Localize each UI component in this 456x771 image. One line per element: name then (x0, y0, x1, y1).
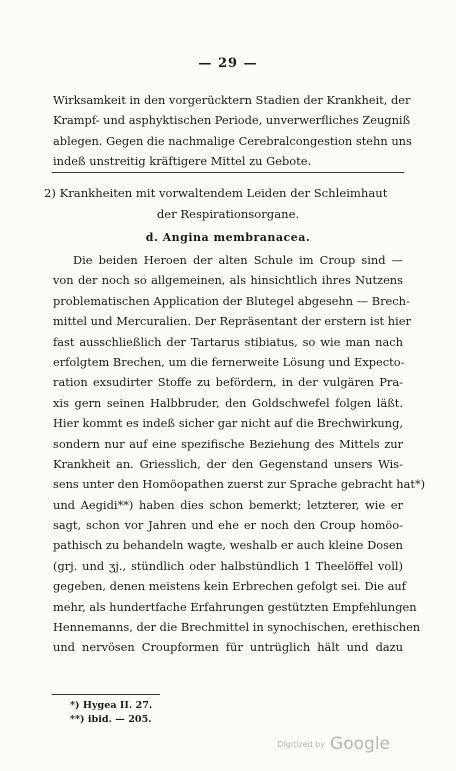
text-line: Die beiden Heroen der alten Schule im Croup sind — (73, 253, 403, 267)
section-divider (52, 172, 404, 173)
section-heading-line-2: der Respirationsorgane. (156, 207, 300, 221)
page-number: — 29 — (198, 56, 258, 71)
text-line: ablegen. Gegen die nachmalige Cerebralcongestion stehn uns (53, 133, 412, 148)
subheading: d. Angina membranacea. (145, 231, 311, 244)
text-line: Krampf- und asphyktischen Periode, unverwerfliches Zeugniß (53, 113, 411, 128)
footnote: **) ibid. — 205. (70, 714, 152, 725)
section-heading-line-1: 2) Krankheiten mit vorwaltendem Leiden der Schleimhaut (44, 186, 388, 200)
text-line: erfolgtem Brechen, um die fernerweite Lösung und Expecto- (53, 354, 405, 369)
text-line: xis gern seinen Halbbruder, den Goldschwefel folgen läßt. (53, 395, 403, 410)
text-line: Hennemanns, der die Brechmittel in synochischen, erethischen (53, 620, 421, 635)
text-line: Hier kommt es indeß sicher gar nicht auf die Brechwirkung, (53, 416, 403, 431)
footnotes (70, 699, 152, 727)
footnote: *) Hygea II. 27. (70, 700, 153, 711)
text-line: Wirksamkeit in den vorgerücktern Stadien der Krankheit, der (53, 93, 411, 107)
text-line: sens unter den Homöopathen zuerst zur Sprache gebracht hat*) (53, 477, 426, 492)
text-line: und Aegidi**) haben dies schon bemerkt; letzterer, wie er (53, 497, 403, 512)
text-line: sondern nur auf eine spezifische Beziehung des Mittels zur (53, 436, 403, 451)
text-line: gegeben, denen meistens kein Erbrechen gefolgt sei. Die auf (53, 579, 406, 594)
text-line: indeß unstreitig kräftigere Mittel zu Gebote. (53, 154, 312, 169)
text-line: fast ausschließlich der Tartarus stibiatus, so wie man nach (53, 334, 403, 349)
text-line: Krankheit an. Griesslich, der den Gegenstand unsers Wis- (53, 456, 403, 471)
text-line: sagt, schon vor Jahren und ehe er noch den Croup homöo- (53, 518, 403, 533)
paragraph-top (53, 90, 412, 172)
text-line: mehr, als hundertfache Erfahrungen gestützten Empfehlungen (53, 599, 417, 614)
text-line: (grj. und ʒj., stündlich oder halbstündlich 1 Theelöffel voll) (53, 558, 403, 573)
digitized-watermark (277, 734, 390, 754)
watermark-prefix: Digitized by (277, 740, 325, 749)
text-line: problematischen Application der Blutegel abgesehn — Brech- (53, 293, 410, 308)
text-line: pathisch zu behandeln wagte, weshalb er auch kleine Dosen (53, 538, 403, 553)
watermark-brand: Google (330, 734, 390, 754)
text-line: und nervösen Croupformen für untrüglich hält und dazu (53, 640, 403, 655)
text-line: mittel und Mercuralien. Der Repräsentant der erstern ist hier (53, 314, 411, 329)
footnote-divider (52, 694, 160, 695)
text-line: von der noch so allgemeinen, als hinsichtlich ihres Nutzens (53, 273, 403, 288)
paragraph-main (53, 250, 426, 658)
text-line: ration exsudirter Stoffe zu befördern, in der vulgären Pra- (53, 375, 403, 390)
